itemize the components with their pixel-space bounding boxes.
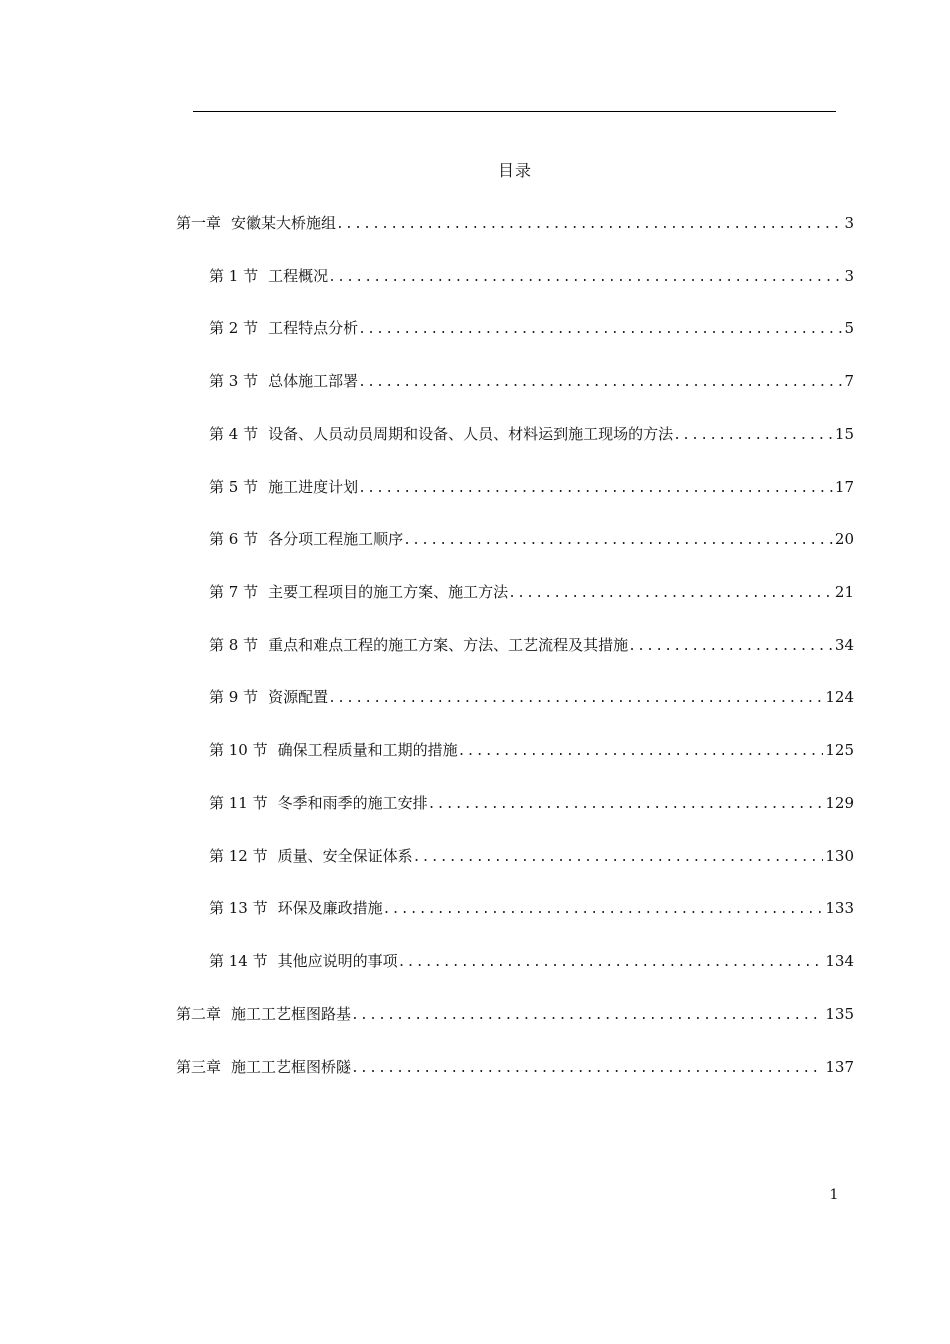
toc-entry-number: 第 9 节	[209, 688, 259, 706]
toc-dot-leader	[413, 847, 824, 869]
toc-entry-number: 第 12 节	[209, 847, 268, 865]
toc-entry-text: 安徽某大桥施组	[231, 214, 337, 232]
toc-dot-leader	[336, 214, 842, 236]
toc-entry-text: 各分项工程施工顺序	[268, 530, 404, 548]
toc-entry-number: 第 2 节	[209, 319, 259, 337]
toc-entry-page: 133	[825, 899, 854, 917]
toc-entry-label	[209, 476, 358, 498]
toc-entry-label	[209, 423, 673, 445]
toc-entry[interactable]	[176, 1003, 854, 1025]
toc-entry-number: 第 8 节	[209, 636, 259, 654]
toc-entry-text: 冬季和雨季的施工安排	[277, 794, 428, 812]
toc-entry-page: 3	[844, 214, 854, 232]
toc-dot-leader	[328, 267, 842, 289]
toc-entry-label	[176, 1003, 351, 1025]
toc-entry-number: 第三章	[176, 1058, 222, 1076]
toc-entry-page: 3	[844, 267, 854, 285]
toc-entry-page: 15	[834, 425, 854, 443]
toc-entry-page: 129	[825, 794, 854, 812]
toc-dot-leader	[508, 583, 833, 605]
toc-entry-label	[209, 317, 358, 339]
toc-entry[interactable]	[209, 792, 854, 814]
toc-entry-text: 工程特点分析	[268, 319, 359, 337]
toc-dot-leader	[428, 794, 824, 816]
toc-entry-number: 第 6 节	[209, 530, 259, 548]
toc-dot-leader	[351, 1058, 823, 1080]
toc-dot-leader	[403, 530, 833, 552]
toc-entry-page: 125	[825, 741, 854, 759]
toc-entry[interactable]	[209, 845, 854, 867]
toc-entry[interactable]	[209, 686, 854, 708]
toc-entry-page: 130	[825, 847, 854, 865]
toc-dot-leader	[398, 952, 824, 974]
toc-entry-page: 21	[834, 583, 854, 601]
toc-entry-number: 第 7 节	[209, 583, 259, 601]
toc-entry-text: 资源配置	[268, 688, 329, 706]
toc-entry-text: 施工进度计划	[268, 478, 359, 496]
toc-entry-number: 第 11 节	[209, 794, 268, 812]
toc-entry-text: 工程概况	[268, 267, 329, 285]
toc-entry[interactable]	[176, 212, 854, 234]
toc-entry[interactable]	[209, 581, 854, 603]
toc-entry-text: 确保工程质量和工期的措施	[277, 741, 458, 759]
toc-entry-number: 第一章	[176, 214, 222, 232]
header-rule	[193, 111, 836, 112]
toc-entry-page: 34	[834, 636, 854, 654]
toc-entry-label	[209, 634, 628, 656]
toc-entry[interactable]	[209, 423, 854, 445]
toc-dot-leader	[328, 688, 823, 710]
toc-entry-number: 第 14 节	[209, 952, 268, 970]
toc-entry-text: 重点和难点工程的施工方案、方法、工艺流程及其措施	[268, 636, 629, 654]
toc-entry-number: 第 10 节	[209, 741, 268, 759]
toc-entry-label	[209, 581, 508, 603]
toc-entry[interactable]	[209, 265, 854, 287]
toc-entry[interactable]	[209, 528, 854, 550]
toc-entry-page: 20	[834, 530, 854, 548]
toc-entry-page: 7	[844, 372, 854, 390]
toc-entry-label	[209, 845, 413, 867]
toc-entry-page: 135	[825, 1005, 854, 1023]
toc-entry[interactable]	[209, 897, 854, 919]
toc-dot-leader	[383, 899, 824, 921]
toc-entry-page: 124	[825, 688, 854, 706]
toc-entry-page: 137	[825, 1058, 854, 1076]
toc-entry-number: 第二章	[176, 1005, 222, 1023]
toc-entry[interactable]	[209, 370, 854, 392]
toc-dot-leader	[458, 741, 824, 763]
toc-entry-number: 第 4 节	[209, 425, 259, 443]
toc-entry-number: 第 1 节	[209, 267, 259, 285]
toc-dot-leader	[358, 372, 842, 394]
toc-entry-number: 第 13 节	[209, 899, 268, 917]
toc-entry[interactable]	[209, 317, 854, 339]
toc-dot-leader	[673, 425, 833, 447]
toc-entry-text: 设备、人员动员周期和设备、人员、材料运到施工现场的方法	[268, 425, 674, 443]
toc-dot-leader	[628, 636, 833, 658]
toc-entry-text: 主要工程项目的施工方案、施工方法	[268, 583, 509, 601]
toc-entry-label	[176, 1056, 351, 1078]
toc-entry-label	[209, 897, 383, 919]
toc-entry-label	[209, 739, 458, 761]
toc-entry-text: 施工工艺框图桥隧	[231, 1058, 352, 1076]
toc-entry-text: 其他应说明的事项	[277, 952, 398, 970]
toc-entry-page: 134	[825, 952, 854, 970]
toc-entry-page: 17	[834, 478, 854, 496]
toc-entry-text: 总体施工部署	[268, 372, 359, 390]
toc-entry[interactable]	[209, 739, 854, 761]
toc-entry[interactable]	[209, 950, 854, 972]
toc-entry[interactable]	[209, 476, 854, 498]
toc-entry[interactable]	[209, 634, 854, 656]
toc-entry-text: 施工工艺框图路基	[231, 1005, 352, 1023]
toc-dot-leader	[358, 478, 833, 500]
toc-title: 目录	[497, 161, 532, 180]
toc-entry-label	[209, 950, 398, 972]
toc-dot-leader	[358, 319, 842, 341]
toc-entry-text: 环保及廉政措施	[277, 899, 383, 917]
toc-entry-label	[209, 265, 328, 287]
toc-entry-label	[209, 686, 328, 708]
toc-entry-page: 5	[844, 319, 854, 337]
toc-entry-label	[209, 792, 428, 814]
toc-entry[interactable]	[176, 1056, 854, 1078]
toc-entry-label	[209, 370, 358, 392]
toc-entry-label	[209, 528, 403, 550]
toc-dot-leader	[351, 1005, 823, 1027]
toc-entry-text: 质量、安全保证体系	[277, 847, 413, 865]
toc-entry-number: 第 3 节	[209, 372, 259, 390]
page-number: 1	[829, 1187, 839, 1203]
toc-entry-label	[176, 212, 336, 234]
toc-entry-number: 第 5 节	[209, 478, 259, 496]
